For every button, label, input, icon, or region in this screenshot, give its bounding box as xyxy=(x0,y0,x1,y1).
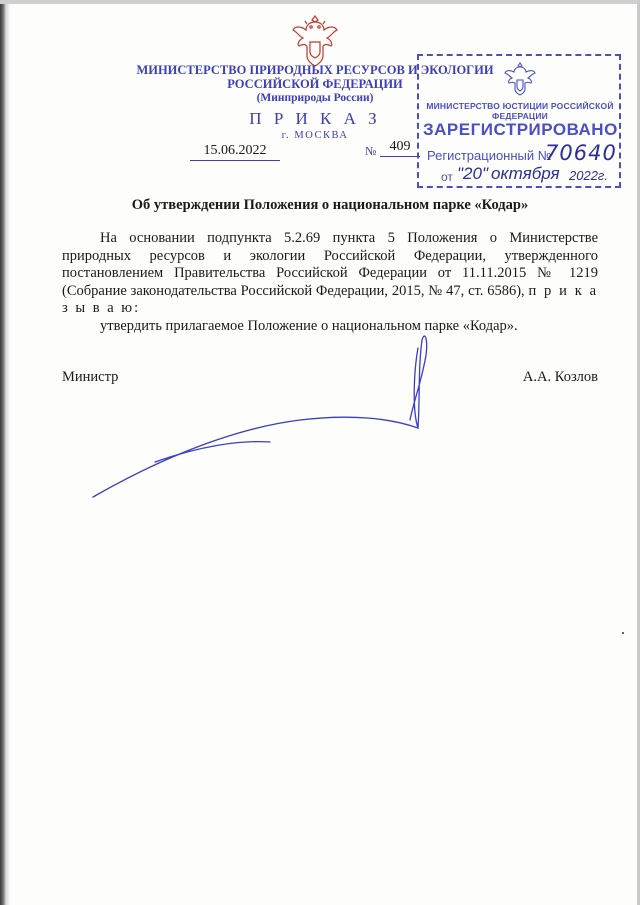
order-number: 409 xyxy=(380,139,420,157)
decree-word: п р и к а з ы в а ю: xyxy=(62,282,599,316)
scan-speck xyxy=(622,632,624,634)
ministry-name-line2: РОССИЙСКОЙ ФЕДЕРАЦИИ xyxy=(227,77,403,91)
ministry-short-name: (Минприроды России) xyxy=(256,92,374,104)
basis-text: На основании подпункта 5.2.69 пункта 5 Положения о Министерстве природных ресурсов и экологии Российской Федерации, утвержденного постановлением Правительства Российской Федерации от 11.11.2015 № 1219 (Собрание законодательства Российской Федерации, 2015, № 47, ст. 6586), xyxy=(62,230,598,299)
ministry-name-line1: МИНИСТЕРСТВО ПРИРОДНЫХ РЕСУРСОВ И ЭКОЛОГИИ xyxy=(136,63,494,77)
body-paragraph xyxy=(62,230,598,318)
stamp-emblem-icon xyxy=(503,60,537,96)
scan-shadow-left xyxy=(0,0,10,905)
stamp-ministry: МИНИСТЕРСТВО ЮСТИЦИИ РОССИЙСКОЙ ФЕДЕРАЦИИ xyxy=(426,101,614,121)
approve-clause: утвердить прилагаемое Положение о национальном парке «Кодар». xyxy=(100,317,518,334)
scan-shadow-top xyxy=(0,0,640,4)
stamp-reg-number: 70640 xyxy=(545,141,617,165)
coat-of-arms-icon xyxy=(291,12,339,68)
document-type: П Р И К А З xyxy=(249,109,381,128)
document-body xyxy=(62,230,598,335)
registration-stamp xyxy=(417,54,621,188)
stamp-date-year: 2022г. xyxy=(569,168,608,183)
stamp-status: ЗАРЕГИСТРИРОВАНО xyxy=(423,120,618,139)
order-number-label: № xyxy=(365,144,377,158)
stamp-date-day: "20" xyxy=(457,164,488,183)
signer-title: Министр xyxy=(62,369,119,385)
order-date: 15.06.2022 xyxy=(190,143,280,161)
signer-name: А.А. Козлов xyxy=(522,369,598,385)
stamp-date-label: от xyxy=(441,170,453,184)
stamp-reg-label: Регистрационный № xyxy=(427,148,552,163)
stamp-date-month: октября xyxy=(491,164,560,183)
city: г. МОСКВА xyxy=(281,130,349,141)
document-title: Об утверждении Положения о национальном парке «Кодар» xyxy=(131,197,529,213)
